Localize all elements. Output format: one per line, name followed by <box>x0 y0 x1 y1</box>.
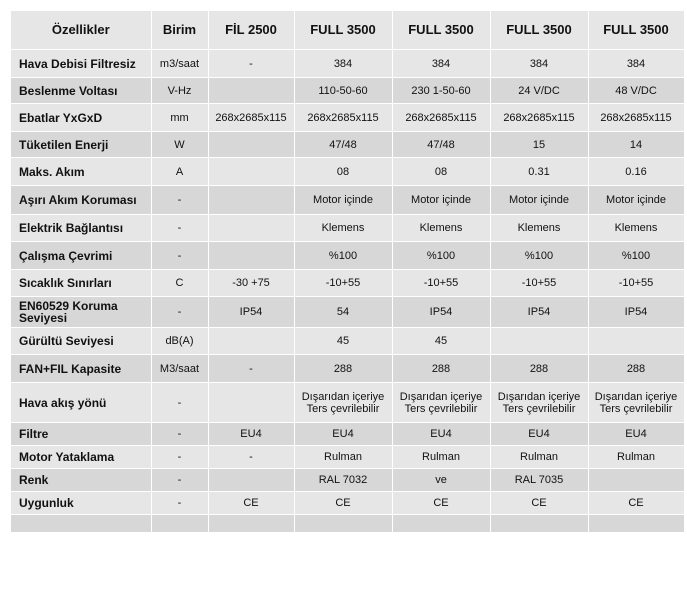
value-cell: %100 <box>294 242 392 270</box>
property-label: Renk <box>11 469 151 492</box>
value-cell: 384 <box>588 50 684 78</box>
property-label: Elektrik Bağlantısı <box>11 215 151 242</box>
property-label: Aşırı Akım Koruması <box>11 186 151 215</box>
table-row <box>11 50 684 78</box>
value-cell <box>208 215 294 242</box>
value-cell: CE <box>208 492 294 515</box>
table-row <box>11 104 684 132</box>
header-full-3500-3: FULL 3500 <box>490 11 588 50</box>
unit-cell: - <box>151 297 208 328</box>
value-cell: IP54 <box>392 297 490 328</box>
value-cell: 08 <box>392 158 490 186</box>
value-cell: - <box>208 355 294 383</box>
header-row <box>11 11 684 50</box>
value-cell: Motor içinde <box>392 186 490 215</box>
value-cell: 384 <box>392 50 490 78</box>
table-row <box>11 446 684 469</box>
table-row <box>11 242 684 270</box>
table-row <box>11 78 684 104</box>
unit-cell: M3/saat <box>151 355 208 383</box>
unit-cell: - <box>151 186 208 215</box>
value-cell <box>208 78 294 104</box>
value-cell: Rulman <box>588 446 684 469</box>
value-cell: RAL 7032 <box>294 469 392 492</box>
value-cell: CE <box>392 492 490 515</box>
value-cell: Rulman <box>294 446 392 469</box>
table-row <box>11 383 684 423</box>
table-row <box>11 186 684 215</box>
header-ozellikler: Özellikler <box>11 11 151 50</box>
table-row <box>11 215 684 242</box>
value-cell: 288 <box>588 355 684 383</box>
value-cell: EU4 <box>392 423 490 446</box>
value-cell: 0.31 <box>490 158 588 186</box>
value-cell: %100 <box>392 242 490 270</box>
value-cell: CE <box>294 492 392 515</box>
unit-cell: - <box>151 446 208 469</box>
value-cell <box>208 132 294 158</box>
value-cell: %100 <box>490 242 588 270</box>
value-cell <box>490 515 588 533</box>
value-cell: EU4 <box>588 423 684 446</box>
header-fil-2500: FİL 2500 <box>208 11 294 50</box>
value-cell: 384 <box>490 50 588 78</box>
value-cell: Dışarıdan içeriye Ters çevrilebilir <box>588 383 684 423</box>
property-label: EN60529 Koruma Seviyesi <box>11 297 151 328</box>
header-full-3500-2: FULL 3500 <box>392 11 490 50</box>
value-cell <box>208 383 294 423</box>
value-cell: 268x2685x115 <box>208 104 294 132</box>
property-label: Hava akış yönü <box>11 383 151 423</box>
property-label: Filtre <box>11 423 151 446</box>
value-cell <box>588 515 684 533</box>
value-cell: ve <box>392 469 490 492</box>
table-row <box>11 469 684 492</box>
property-label: Gürültü Seviyesi <box>11 328 151 355</box>
value-cell: Motor içinde <box>490 186 588 215</box>
header-full-3500-4: FULL 3500 <box>588 11 684 50</box>
unit-cell: dB(A) <box>151 328 208 355</box>
value-cell: -30 +75 <box>208 270 294 297</box>
property-label: Beslenme Voltası <box>11 78 151 104</box>
value-cell: CE <box>490 492 588 515</box>
value-cell <box>588 469 684 492</box>
value-cell: Klemens <box>392 215 490 242</box>
value-cell: - <box>208 446 294 469</box>
unit-cell: W <box>151 132 208 158</box>
value-cell <box>208 515 294 533</box>
value-cell: Dışarıdan içeriye Ters çevrilebilir <box>294 383 392 423</box>
property-label: Uygunluk <box>11 492 151 515</box>
value-cell: -10+55 <box>294 270 392 297</box>
unit-cell: V-Hz <box>151 78 208 104</box>
value-cell: Motor içinde <box>294 186 392 215</box>
value-cell: 0.16 <box>588 158 684 186</box>
table-row <box>11 515 684 533</box>
unit-cell: - <box>151 215 208 242</box>
property-label: Motor Yataklama <box>11 446 151 469</box>
value-cell: CE <box>588 492 684 515</box>
unit-cell: - <box>151 492 208 515</box>
value-cell: 24 V/DC <box>490 78 588 104</box>
value-cell: 47/48 <box>392 132 490 158</box>
unit-cell: - <box>151 423 208 446</box>
table-row <box>11 355 684 383</box>
value-cell: Dışarıdan içeriye Ters çevrilebilir <box>392 383 490 423</box>
value-cell: Motor içinde <box>588 186 684 215</box>
value-cell: 384 <box>294 50 392 78</box>
value-cell: 54 <box>294 297 392 328</box>
value-cell <box>208 469 294 492</box>
unit-cell: A <box>151 158 208 186</box>
value-cell <box>392 515 490 533</box>
value-cell: -10+55 <box>588 270 684 297</box>
value-cell: 288 <box>294 355 392 383</box>
value-cell <box>208 158 294 186</box>
value-cell: - <box>208 50 294 78</box>
value-cell: Dışarıdan içeriye Ters çevrilebilir <box>490 383 588 423</box>
value-cell <box>208 328 294 355</box>
value-cell: EU4 <box>490 423 588 446</box>
table-row <box>11 423 684 446</box>
property-label: Hava Debisi Filtresiz <box>11 50 151 78</box>
value-cell: EU4 <box>208 423 294 446</box>
value-cell: 110-50-60 <box>294 78 392 104</box>
value-cell: Rulman <box>490 446 588 469</box>
value-cell <box>294 515 392 533</box>
value-cell <box>208 186 294 215</box>
property-label: Maks. Akım <box>11 158 151 186</box>
value-cell: %100 <box>588 242 684 270</box>
table-row <box>11 270 684 297</box>
value-cell: 14 <box>588 132 684 158</box>
value-cell: Klemens <box>294 215 392 242</box>
value-cell: Rulman <box>392 446 490 469</box>
value-cell: IP54 <box>490 297 588 328</box>
unit-cell: mm <box>151 104 208 132</box>
unit-cell: - <box>151 242 208 270</box>
property-label: Tüketilen Enerji <box>11 132 151 158</box>
property-label <box>11 515 151 533</box>
value-cell: IP54 <box>208 297 294 328</box>
unit-cell <box>151 515 208 533</box>
value-cell: 230 1-50-60 <box>392 78 490 104</box>
table-row <box>11 132 684 158</box>
value-cell <box>490 328 588 355</box>
value-cell: 47/48 <box>294 132 392 158</box>
table-row <box>11 328 684 355</box>
value-cell: 268x2685x115 <box>392 104 490 132</box>
value-cell <box>208 242 294 270</box>
value-cell: Klemens <box>490 215 588 242</box>
table-row <box>11 297 684 328</box>
value-cell: 45 <box>294 328 392 355</box>
value-cell: EU4 <box>294 423 392 446</box>
value-cell: 08 <box>294 158 392 186</box>
value-cell: RAL 7035 <box>490 469 588 492</box>
value-cell: 268x2685x115 <box>294 104 392 132</box>
value-cell: 48 V/DC <box>588 78 684 104</box>
property-label: FAN+FIL Kapasite <box>11 355 151 383</box>
header-full-3500-1: FULL 3500 <box>294 11 392 50</box>
unit-cell: - <box>151 469 208 492</box>
header-birim: Birim <box>151 11 208 50</box>
value-cell: -10+55 <box>392 270 490 297</box>
unit-cell: C <box>151 270 208 297</box>
specifications-table <box>11 11 685 533</box>
property-label: Sıcaklık Sınırları <box>11 270 151 297</box>
table-row <box>11 492 684 515</box>
unit-cell: m3/saat <box>151 50 208 78</box>
value-cell: IP54 <box>588 297 684 328</box>
value-cell: 288 <box>490 355 588 383</box>
value-cell: 288 <box>392 355 490 383</box>
property-label: Çalışma Çevrimi <box>11 242 151 270</box>
value-cell: 268x2685x115 <box>588 104 684 132</box>
value-cell <box>588 328 684 355</box>
unit-cell: - <box>151 383 208 423</box>
value-cell: 15 <box>490 132 588 158</box>
value-cell: 45 <box>392 328 490 355</box>
value-cell: -10+55 <box>490 270 588 297</box>
value-cell: Klemens <box>588 215 684 242</box>
property-label: Ebatlar YxGxD <box>11 104 151 132</box>
value-cell: 268x2685x115 <box>490 104 588 132</box>
table-row <box>11 158 684 186</box>
